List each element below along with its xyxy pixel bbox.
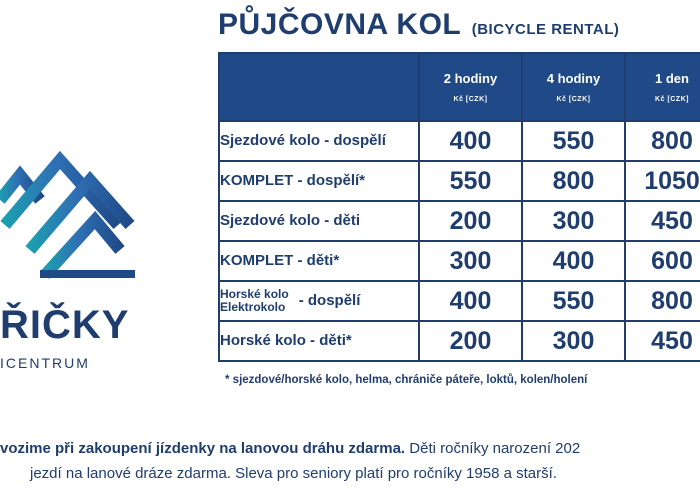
column-unit: Kč [CZK]	[655, 96, 689, 103]
column-unit: Kč [CZK]	[556, 96, 591, 103]
info-line-1-bold: vozime při zakoupení jízdenky na lanovou dráhu zdarma.	[0, 440, 406, 457]
price-cell: 400	[522, 241, 625, 281]
row-label: Sjezdové kolo - dospělí	[219, 121, 419, 161]
row-label: Sjezdové kolo - děti	[219, 201, 419, 241]
column-header-2h	[419, 53, 522, 121]
column-header-1day	[625, 53, 700, 121]
row-label-line2: Elektrokolo	[220, 300, 286, 314]
info-line-1	[0, 440, 700, 457]
ricky-logo-mark	[0, 130, 140, 290]
price-cell: 400	[419, 281, 522, 321]
price-cell: 800	[625, 121, 700, 161]
column-header-4h	[522, 53, 625, 121]
price-cell: 450	[625, 321, 700, 361]
price-cell: 1050	[625, 161, 700, 201]
title-main: PŮJČOVNA KOL	[218, 8, 462, 41]
table-row	[219, 321, 700, 361]
row-label: KOMPLET - děti*	[219, 241, 419, 281]
header-empty-cell	[219, 53, 419, 121]
price-cell: 800	[625, 281, 700, 321]
price-cell: 300	[419, 241, 522, 281]
logo-name: ŘIČKY	[0, 303, 130, 347]
table-row	[219, 201, 700, 241]
column-label: 1 den	[655, 71, 689, 86]
price-cell: 300	[522, 321, 625, 361]
table-header-row	[219, 53, 700, 121]
column-unit: Kč [CZK]	[453, 96, 488, 103]
footnote: * sjezdové/horské kolo, helma, chrániče páteře, loktů, kolen/holení	[225, 374, 588, 386]
page-title	[218, 8, 619, 42]
column-label: 4 hodiny	[546, 71, 601, 86]
price-cell: 400	[419, 121, 522, 161]
price-table	[218, 52, 700, 362]
price-cell: 600	[625, 241, 700, 281]
column-label: 2 hodiny	[443, 71, 498, 86]
price-cell: 550	[419, 161, 522, 201]
table-row	[219, 241, 700, 281]
row-label: KOMPLET - dospělí*	[219, 161, 419, 201]
price-cell: 550	[522, 281, 625, 321]
row-label-suffix: - dospělí	[298, 291, 361, 309]
info-line-1-rest: Děti ročníky narození 202	[409, 440, 581, 457]
title-subtitle: (BICYCLE RENTAL)	[471, 21, 620, 38]
price-cell: 550	[522, 121, 625, 161]
table-row	[219, 281, 700, 321]
row-label	[219, 281, 419, 321]
price-cell: 800	[522, 161, 625, 201]
info-line-2: jezdí na lanové dráze zdarma. Sleva pro seniory platí pro ročníky 1958 a starší.	[30, 465, 557, 482]
logo-tagline: ICENTRUM	[0, 355, 90, 371]
row-label-line1: Horské kolo	[220, 286, 289, 301]
table-row	[219, 121, 700, 161]
price-cell: 200	[419, 201, 522, 241]
row-label: Horské kolo - děti*	[219, 321, 419, 361]
price-cell: 200	[419, 321, 522, 361]
table-row	[219, 161, 700, 201]
price-cell: 300	[522, 201, 625, 241]
price-cell: 450	[625, 201, 700, 241]
